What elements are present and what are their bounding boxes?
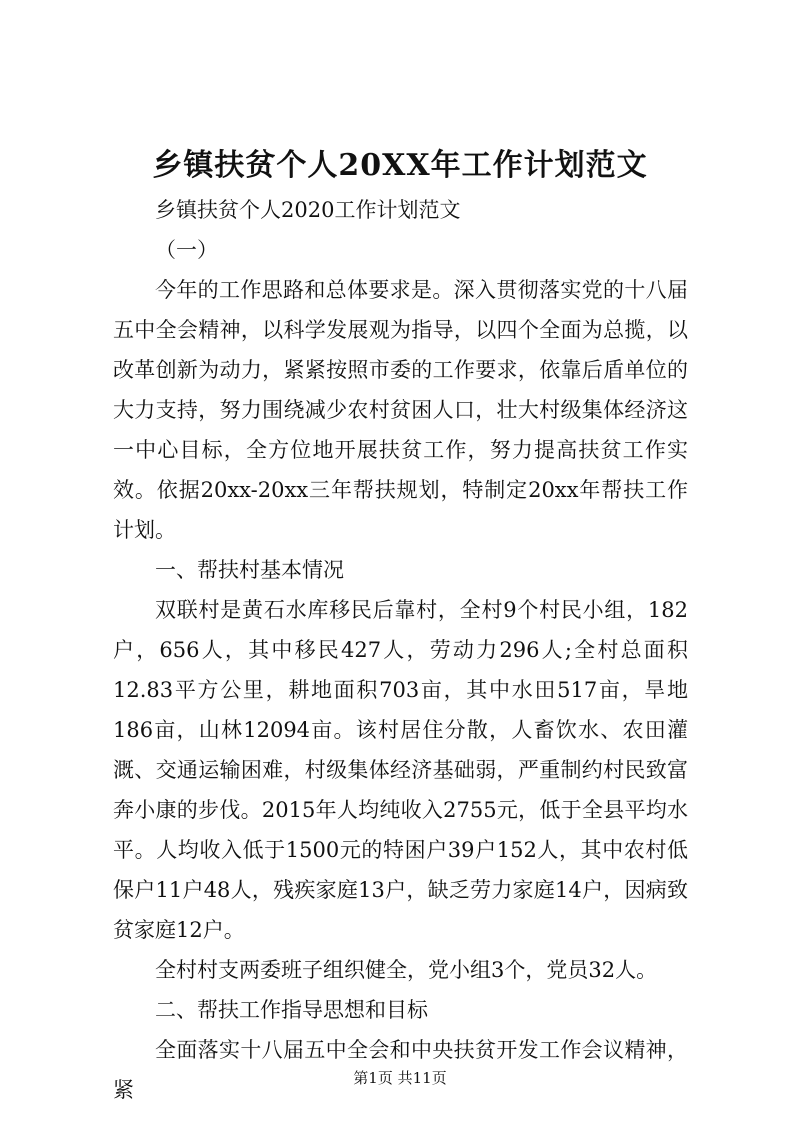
party-info-paragraph: 全村村支两委班子组织健全，党小组3个，党员32人。	[155, 958, 658, 982]
document-title: 乡镇扶贫个人20XX年工作计划范文	[152, 148, 648, 183]
intro-paragraph: 今年的工作思路和总体要求是。深入贯彻落实党的十八届五中全会精神，以科学发展观为指导，以四个全面为总揽，以改革创新为动力，紧紧按照市委的工作要求，依靠后盾单位的大力支持，努力围绕减少农村贫困人口，壮大村级集体经济这一中心目标，全方位地开展扶贫工作，努力提高扶贫工作实效。依据20xx-20xx三年帮扶规划，特制定20xx年帮扶工作计划。	[113, 278, 688, 542]
section-heading-2: 二、帮扶工作指导思想和目标	[155, 998, 428, 1022]
document-body	[113, 190, 688, 1110]
section-marker: （一）	[155, 238, 218, 262]
page-footer: 第1页 共11页	[353, 1069, 447, 1087]
subtitle-paragraph: 乡镇扶贫个人2020工作计划范文	[155, 198, 461, 222]
section-heading-1: 一、帮扶村基本情况	[155, 558, 344, 582]
guideline-paragraph: 全面落实十八届五中全会和中央扶贫开发工作会议精神，紧	[113, 1038, 688, 1102]
village-info-paragraph: 双联村是黄石水库移民后靠村，全村9个村民小组，182户，656人，其中移民427人，劳动力296人;全村总面积12.83平方公里，耕地面积703亩，其中水田517亩，旱地186亩，山林12094亩。该村居住分散，人畜饮水、农田灌溉、交通运输困难，村级集体经济基础弱，严重制约村民致富奔小康的步伐。2015年人均纯收入2755元，低于全县平均水平。人均收入低于1500元的特困户39户152人，其中农村低保户11户48人，残疾家庭13户，缺乏劳力家庭14户，因病致贫家庭12户。	[113, 598, 688, 942]
